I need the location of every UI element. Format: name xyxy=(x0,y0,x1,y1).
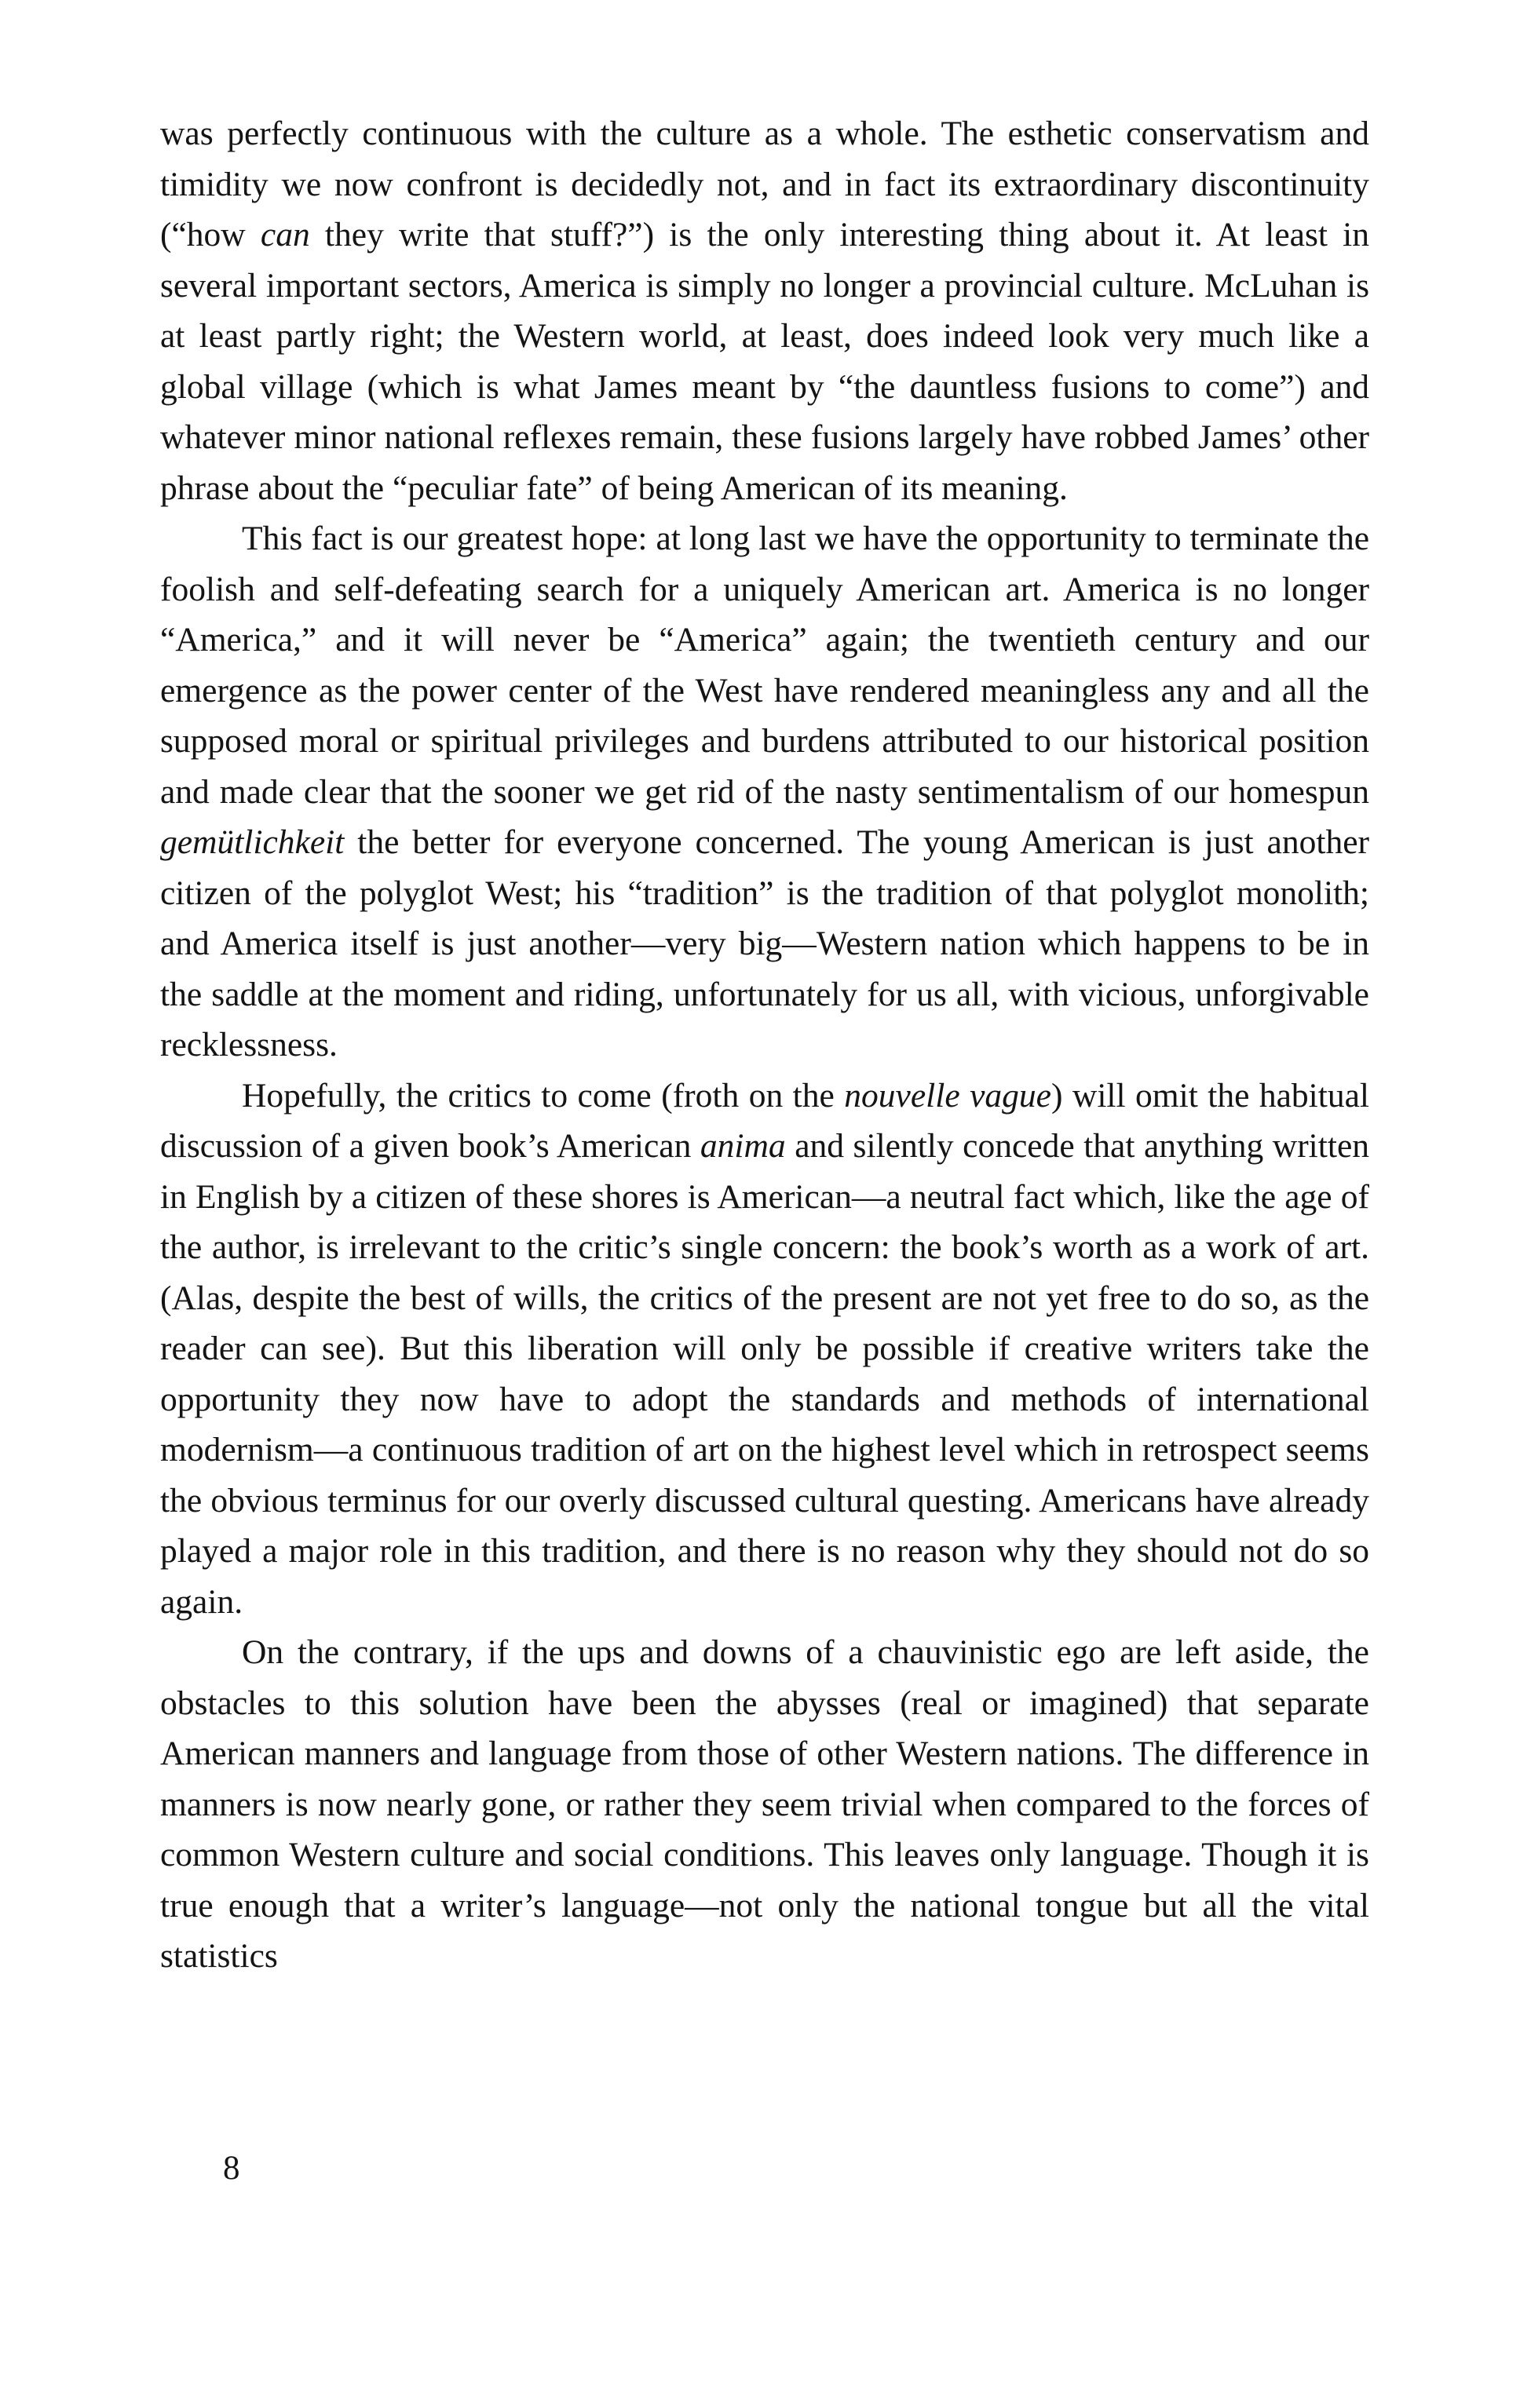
paragraph-4-run-1: On the contrary, if the ups and downs of a chauvinistic ego are left aside, the obstacles to this solution have been the abysses (real or imagined) that separate American manners and language from those of other Western nations. The difference in manners is now nearly gone, or rather they seem trivial when compared to the forces of common Western culture and social conditions. This leaves only language. Though it is true enough that a writer’s language—not only the national tongue but all the vital statistics xyxy=(160,1633,1369,1975)
paragraph-3 xyxy=(160,1071,1369,1628)
paragraph-2-run-1: This fact is our greatest hope: at long last we have the opportunity to terminate the foolish and self-defeating search for a uniquely American art. America is no longer “America,” and it will never be “America” again; the twentieth century and our emergence as the power center of the West have rendered meaningless any and all the supposed moral or spiritual privileges and burdens attributed to our historical position and made clear that the sooner we get rid of the nasty sentimentalism of our homespun xyxy=(160,520,1369,811)
body-text xyxy=(160,108,1369,1982)
paragraph-2-run-3: the better for everyone concerned. The young American is just another citizen of the polyglot West; his “tradition” is the tradition of that polyglot monolith; and America itself is just another—very big—Western nation which happens to be in the saddle at the moment and riding, unfortunately for us all, with vicious, unforgivable recklessness. xyxy=(160,823,1369,1064)
page-number: 8 xyxy=(223,2150,240,2187)
paragraph-1-run-1: was perfectly continuous with the culture as a whole. The esthetic conservatism and timidity we now confront is decidedly not, and in fact its extraordinary discontinuity (“how xyxy=(160,115,1369,254)
paragraph-3-run-5: and silently concede that anything written in English by a citizen of these shores is American—a neutral fact which, like the age of the author, is irrelevant to the critic’s single concern: the book’s worth as a work of art. (Alas, despite the best of wills, the critics of the present are not yet free to do so, as the reader can see). But this liberation will only be possible if creative writers take the opportunity they now have to adopt the standards and methods of international modernism—a continuous tradition of art on the highest level which in retrospect seems the obvious terminus for our overly discussed cultural questing. Americans have already played a major role in this tradition, and there is no reason why they should not do so again. xyxy=(160,1127,1369,1621)
paragraph-3-italic-anima: anima xyxy=(700,1127,786,1165)
paragraph-3-run-1: Hopefully, the critics to come (froth on the xyxy=(242,1076,845,1115)
paragraph-3-italic-nouvelle-vague: nouvelle vague xyxy=(844,1076,1051,1115)
paragraph-2-italic-gemutlichkeit: gemütlichkeit xyxy=(160,823,345,861)
paragraph-4 xyxy=(160,1627,1369,1982)
paragraph-3-run-3: ) will omit the habitual discussion of a given book’s American xyxy=(160,1076,1369,1165)
paragraph-1-italic-can: can xyxy=(260,216,310,254)
paragraph-1-run-3: they write that stuff?”) is the only interesting thing about it. At least in several important sectors, America is simply no longer a provincial culture. McLuhan is at least partly right; the Western world, at least, does indeed look very much like a global village (which is what James meant by “the dauntless fusions to come”) and whatever minor national reflexes remain, these fusions largely have robbed James’ other phrase about the “peculiar fate” of being American of its meaning. xyxy=(160,216,1369,507)
paragraph-1 xyxy=(160,108,1369,513)
paragraph-2 xyxy=(160,513,1369,1071)
